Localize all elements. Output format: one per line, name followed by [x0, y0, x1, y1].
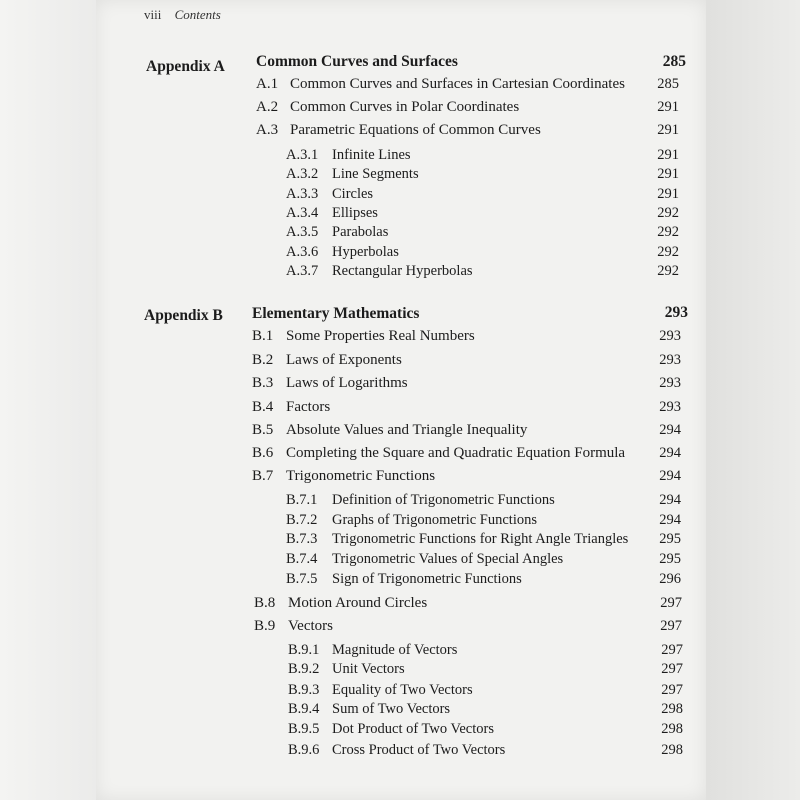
appendix-b-entry-page: 293	[659, 399, 681, 415]
appendix-b-entry-title: Dot Product of Two Vectors	[332, 721, 494, 737]
appendix-a-entry-page: 291	[657, 166, 679, 182]
appendix-b-entry-title: Magnitude of Vectors	[332, 642, 458, 658]
appendix-a-entry-title: Line Segments	[332, 166, 419, 182]
appendix-b-entry-page: 295	[659, 531, 681, 547]
appendix-b-entry-title: Laws of Exponents	[286, 352, 402, 368]
appendix-b-entry-page: 294	[659, 492, 681, 508]
appendix-b-entry-page: 298	[661, 721, 683, 737]
appendix-b-entry-title: Sign of Trigonometric Functions	[332, 571, 522, 587]
appendix-a-entry-number: A.3.4	[286, 205, 319, 221]
appendix-b-entry-number: B.9.6	[288, 742, 320, 758]
appendix-b-entry-page: 297	[661, 642, 683, 658]
appendix-b-label: Appendix B	[144, 307, 223, 324]
appendix-b-entry-number: B.9.1	[288, 642, 320, 658]
facing-page-edge	[0, 0, 96, 800]
appendix-a-entry-title: Common Curves and Surfaces in Cartesian Coordinates	[290, 76, 625, 92]
appendix-a-entry-number: A.2	[256, 99, 279, 115]
appendix-a-entry-page: 285	[657, 76, 679, 92]
appendix-b-entry-title: Vectors	[288, 618, 333, 634]
appendix-a-entry-page: 292	[657, 224, 679, 240]
appendix-b-entry-number: B.7.2	[286, 512, 318, 528]
appendix-b-entry-title: Factors	[286, 399, 331, 415]
appendix-b-entry-page: 293	[659, 328, 681, 344]
appendix-a-entry-title: Infinite Lines	[332, 147, 411, 163]
appendix-b-entry-number: B.9.3	[288, 682, 320, 698]
appendix-a-entry-page: 291	[657, 186, 679, 202]
appendix-b-entry-title: Trigonometric Values of Special Angles	[332, 551, 564, 567]
appendix-b-entry-number: B.9.2	[288, 661, 320, 677]
appendix-b-entry-page: 298	[661, 701, 683, 717]
running-head-title: Contents	[174, 7, 221, 22]
appendix-b-entry-page: 294	[659, 468, 681, 484]
appendix-b-entry-number: B.4	[252, 399, 274, 415]
appendix-b-entry-number: B.6	[252, 445, 274, 461]
appendix-b-entry-title: Unit Vectors	[332, 661, 405, 677]
appendix-a-page: 285	[662, 53, 686, 70]
appendix-a-entry-title: Parametric Equations of Common Curves	[290, 122, 541, 138]
appendix-a-entry-page: 292	[657, 263, 679, 279]
page-number: viii	[144, 7, 162, 22]
appendix-a-entry-number: A.3.7	[286, 263, 319, 279]
appendix-b-entry-title: Some Properties Real Numbers	[286, 328, 475, 344]
appendix-b-entry-number: B.7	[252, 468, 274, 484]
appendix-b-entry-number: B.5	[252, 422, 274, 438]
appendix-b-entry-number: B.9.4	[288, 701, 320, 717]
appendix-a-entry-title: Rectangular Hyperbolas	[332, 263, 473, 279]
appendix-b-entry-title: Laws of Logarithms	[286, 375, 408, 391]
appendix-b-entry-page: 295	[659, 551, 681, 567]
appendix-a-entry-number: A.3.5	[286, 224, 319, 240]
appendix-b-entry-page: 297	[661, 682, 683, 698]
appendix-a-entry-page: 292	[657, 205, 679, 221]
appendix-a-entry-number: A.3	[256, 122, 279, 138]
appendix-b-entry-page: 293	[659, 375, 681, 391]
appendix-a-entry-number: A.3.1	[286, 147, 319, 163]
appendix-a-entry-page: 291	[657, 122, 679, 138]
appendix-b-entry-page: 297	[660, 618, 682, 634]
appendix-b-entry-page: 297	[661, 661, 683, 677]
appendix-b-entry-number: B.9	[254, 618, 276, 634]
appendix-b-entry-number: B.9.5	[288, 721, 320, 737]
appendix-b-entry-number: B.2	[252, 352, 274, 368]
appendix-b-entry-page: 298	[661, 742, 683, 758]
contents-page	[96, 0, 706, 800]
appendix-b-entry-number: B.7.4	[286, 551, 318, 567]
appendix-b-entry-number: B.7.5	[286, 571, 318, 587]
appendix-b-entry-title: Trigonometric Functions for Right Angle Triangles	[332, 531, 629, 547]
appendix-b-entry-title: Trigonometric Functions	[286, 468, 436, 484]
appendix-a-entry-page: 292	[657, 244, 679, 260]
appendix-b-title: Elementary Mathematics	[252, 305, 420, 322]
appendix-b-entry-page: 294	[659, 445, 681, 461]
appendix-a-entry-title: Common Curves in Polar Coordinates	[290, 99, 520, 115]
appendix-b-page: 293	[664, 304, 688, 321]
appendix-b-entry-title: Completing the Square and Quadratic Equation Formula	[286, 445, 626, 461]
appendix-b-entry-number: B.7.3	[286, 531, 318, 547]
appendix-b-entry-title: Cross Product of Two Vectors	[332, 742, 506, 758]
appendix-b-entry-title: Graphs of Trigonometric Functions	[332, 512, 538, 528]
appendix-b-entry-number: B.7.1	[286, 492, 318, 508]
appendix-a-entry-title: Ellipses	[332, 205, 378, 221]
running-head	[144, 7, 221, 23]
appendix-a-entry-page: 291	[657, 147, 679, 163]
appendix-a-entry-title: Hyperbolas	[332, 244, 399, 260]
appendix-b-entry-title: Sum of Two Vectors	[332, 701, 451, 717]
appendix-b-entry-title: Definition of Trigonometric Functions	[332, 492, 555, 508]
appendix-a-entry-number: A.3.6	[286, 244, 319, 260]
appendix-b-entry-title: Absolute Values and Triangle Inequality	[286, 422, 528, 438]
appendix-b-entry-page: 294	[659, 512, 681, 528]
appendix-b-entry-page: 293	[659, 352, 681, 368]
appendix-a-title: Common Curves and Surfaces	[256, 53, 458, 70]
appendix-a-entry-title: Circles	[332, 186, 374, 202]
appendix-a-entry-page: 291	[657, 99, 679, 115]
appendix-b-entry-page: 297	[660, 595, 682, 611]
appendix-b-entry-page: 294	[659, 422, 681, 438]
appendix-b-entry-number: B.3	[252, 375, 274, 391]
appendix-b-entry-number: B.8	[254, 595, 276, 611]
appendix-a-entry-number: A.3.3	[286, 186, 319, 202]
appendix-b-entry-number: B.1	[252, 328, 274, 344]
appendix-b-entry-page: 296	[659, 571, 681, 587]
appendix-a-entry-number: A.3.2	[286, 166, 319, 182]
appendix-b-entry-title: Equality of Two Vectors	[332, 682, 473, 698]
adjacent-page-edge	[706, 0, 800, 800]
appendix-a-entry-number: A.1	[256, 76, 279, 92]
appendix-b-entry-title: Motion Around Circles	[288, 595, 428, 611]
appendix-a-label: Appendix A	[146, 58, 225, 75]
appendix-a-entry-title: Parabolas	[332, 224, 389, 240]
